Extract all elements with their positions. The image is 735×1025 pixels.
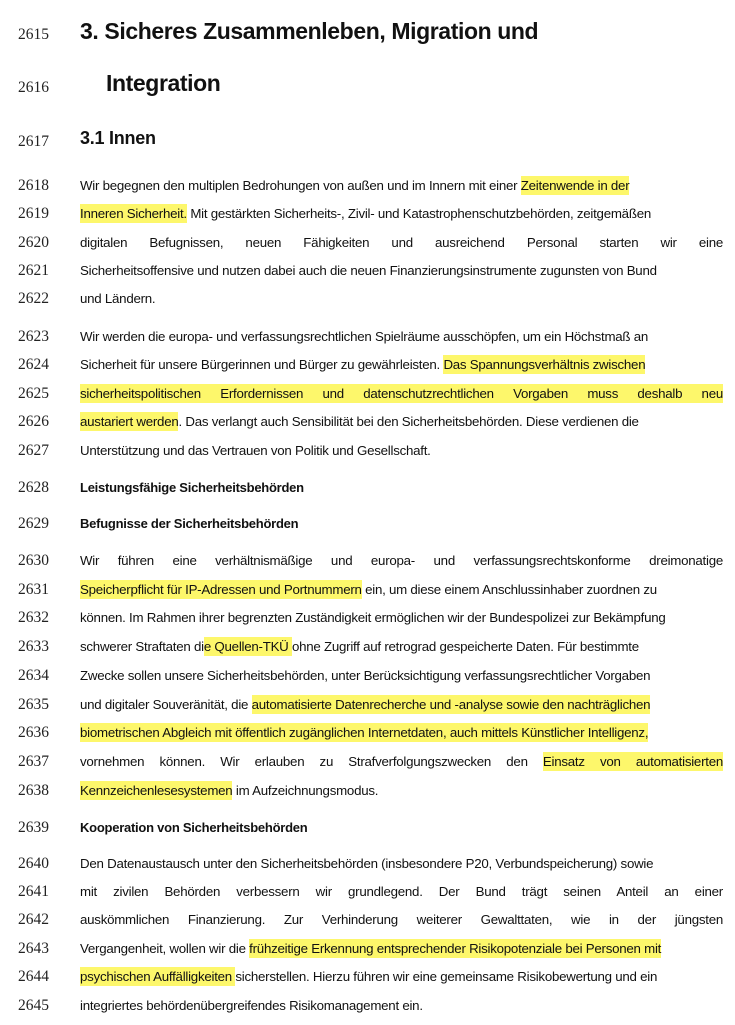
paragraph-line [80, 969, 723, 984]
paragraph-line [80, 754, 723, 769]
line-number: 2627 [18, 442, 49, 459]
line-number: 2642 [18, 911, 49, 928]
section-title-line2: Integration [106, 70, 221, 96]
paragraph-line [80, 291, 723, 306]
paragraph-line [80, 386, 723, 401]
line-number: 2645 [18, 997, 49, 1014]
line-2641 [0, 883, 735, 911]
line-number: 2617 [18, 133, 49, 150]
text-run: Den Datenaustausch unter den Sicherheitsbehörden (insbesondere P20, Verbundspeicherung) sowie [80, 856, 654, 871]
highlighted-text: e Quellen-TKÜ [203, 639, 292, 654]
text-run: . Das verlangt auch Sensibilität bei den Sicherheitsbehörden. Diese verdienen die [178, 414, 639, 429]
line-2631 [0, 581, 735, 609]
line-number: 2629 [18, 515, 49, 532]
paragraph-line [80, 912, 723, 927]
paragraph-line [80, 206, 723, 221]
highlighted-text: frühzeitige Erkennung entsprechender Risikopotenziale bei Personen mit [249, 941, 662, 956]
line-2636 [0, 724, 735, 752]
line-2645 [0, 997, 735, 1025]
text-run: sicherstellen. Hierzu führen wir eine gemeinsame Risikobewertung und ein [235, 969, 658, 984]
line-number: 2636 [18, 724, 49, 741]
line-number: 2621 [18, 262, 49, 279]
line-2619 [0, 205, 735, 233]
highlighted-text: psychischen Auffälligkeiten [80, 969, 236, 984]
section-title-line1: Sicheres Zusammenleben, Migration und [104, 18, 539, 44]
paragraph-line [80, 639, 723, 654]
line-2635 [0, 696, 735, 724]
highlighted-text: Das Spannungsverhältnis zwischen [443, 357, 646, 372]
paragraph-line [80, 553, 723, 568]
line-number: 2632 [18, 609, 49, 626]
subsection-label: Kooperation von Sicherheitsbehörden [80, 820, 308, 835]
line-2630 [0, 552, 735, 580]
line-2639 [0, 819, 735, 847]
text-run: digitalen Befugnissen, neuen Fähigkeiten und ausreichend Personal starten wir eine [80, 235, 723, 250]
line-2617 [0, 128, 735, 156]
line-2640 [0, 855, 735, 883]
line-2628 [0, 479, 735, 507]
line-number: 2638 [18, 782, 49, 799]
text-run: und digitaler Souveränität, die [80, 697, 252, 712]
line-2620 [0, 234, 735, 262]
text-run: integriertes behördenübergreifendes Risikomanagement ein. [80, 998, 423, 1013]
line-2623 [0, 328, 735, 356]
line-2615 [0, 18, 735, 52]
paragraph-line [80, 856, 723, 871]
highlighted-text: Einsatz von automatisierten [542, 754, 723, 769]
section-number: 3. [80, 18, 99, 44]
highlighted-text: Inneren Sicherheit. [80, 206, 187, 221]
line-2625 [0, 385, 735, 413]
line-number: 2625 [18, 385, 49, 402]
text-run: Wir werden die europa- und verfassungsrechtlichen Spielräume ausschöpfen, um ein Höchstmaß an [80, 329, 649, 344]
line-number: 2641 [18, 883, 49, 900]
text-run: schwerer Straftaten di [80, 639, 204, 654]
subsection-label: Leistungsfähige Sicherheitsbehörden [80, 480, 304, 495]
line-2626 [0, 413, 735, 441]
line-2643 [0, 940, 735, 968]
text-run: Vergangenheit, wollen wir die [80, 941, 250, 956]
paragraph-line [80, 235, 723, 250]
paragraph-line [80, 941, 723, 956]
line-2642 [0, 911, 735, 939]
highlighted-text: Kennzeichenlesesystemen [80, 783, 233, 798]
line-number: 2626 [18, 413, 49, 430]
line-2637 [0, 753, 735, 781]
text-run: können. Im Rahmen ihrer begrenzten Zuständigkeit ermöglichen wir der Bundespolizei zur Bekämpfung [80, 610, 666, 625]
line-2621 [0, 262, 735, 290]
paragraph-line [80, 610, 723, 625]
line-number: 2624 [18, 356, 49, 373]
line-number: 2637 [18, 753, 49, 770]
line-number: 2628 [18, 479, 49, 496]
paragraph-line [80, 357, 723, 372]
highlighted-text: sicherheitspolitischen Erfordernissen und datenschutzrechtlichen Vorgaben muss deshalb neu [80, 386, 723, 401]
paragraph-line [80, 783, 723, 798]
highlighted-text: Zeitenwende in der [520, 178, 630, 193]
text-run: Wir begegnen den multiplen Bedrohungen von außen und im Innern mit einer [80, 178, 521, 193]
text-run: Mit gestärkten Sicherheits-, Zivil- und Katastrophenschutzbehörden, zeitgemäßen [186, 206, 651, 221]
text-run: Sicherheit für unsere Bürgerinnen und Bürger zu gewährleisten. [80, 357, 444, 372]
section-heading [80, 18, 723, 45]
line-number: 2623 [18, 328, 49, 345]
line-2633 [0, 638, 735, 666]
line-number: 2615 [18, 26, 49, 43]
paragraph-line [80, 668, 723, 683]
highlighted-text: automatisierte Datenrecherche und -analyse sowie den nachträglichen [251, 697, 651, 712]
line-number: 2644 [18, 968, 49, 985]
paragraph-line [80, 725, 723, 740]
line-number: 2631 [18, 581, 49, 598]
line-2634 [0, 667, 735, 695]
line-2632 [0, 609, 735, 637]
text-run: auskömmlichen Finanzierung. Zur Verhinderung weiterer Gewalttaten, wie in der jüngsten [80, 912, 723, 927]
paragraph-line [80, 263, 723, 278]
text-run: mit zivilen Behörden verbessern wir grundlegend. Der Bund trägt seinen Anteil an einer [80, 884, 723, 899]
line-number: 2619 [18, 205, 49, 222]
paragraph-line [80, 697, 723, 712]
line-number: 2618 [18, 177, 49, 194]
line-number: 2634 [18, 667, 49, 684]
line-2622 [0, 290, 735, 318]
line-2624 [0, 356, 735, 384]
line-number: 2620 [18, 234, 49, 251]
line-number: 2640 [18, 855, 49, 872]
subsection-heading: 3.1 Innen [80, 128, 156, 148]
line-2644 [0, 968, 735, 996]
line-2627 [0, 442, 735, 470]
paragraph-line [80, 443, 723, 458]
paragraph-line [80, 582, 723, 597]
paragraph-line [80, 414, 723, 429]
text-run: Sicherheitsoffensive und nutzen dabei auch die neuen Finanzierungsinstrumente zugunsten von Bund [80, 263, 657, 278]
line-number: 2622 [18, 290, 49, 307]
text-run: Zwecke sollen unsere Sicherheitsbehörden, unter Berücksichtigung verfassungsrechtlicher Vorgaben [80, 668, 651, 683]
text-run: im Aufzeichnungsmodus. [232, 783, 379, 798]
text-run: Wir führen eine verhältnismäßige und europa- und verfassungsrechtskonforme dreimonatige [80, 553, 723, 568]
line-2618 [0, 177, 735, 205]
highlighted-text: biometrischen Abgleich mit öffentlich zugänglichen Internetdaten, auch mittels Künstlicher Intelligenz, [80, 725, 649, 740]
subsection-label: Befugnisse der Sicherheitsbehörden [80, 516, 299, 531]
line-2629 [0, 515, 735, 543]
line-number: 2633 [18, 638, 49, 655]
highlighted-text: austariert werden [80, 414, 179, 429]
line-number: 2639 [18, 819, 49, 836]
paragraph-line [80, 884, 723, 899]
line-number: 2630 [18, 552, 49, 569]
text-run: Unterstützung und das Vertrauen von Politik und Gesellschaft. [80, 443, 431, 458]
text-run: ein, um diese einem Anschlussinhaber zuordnen zu [361, 582, 657, 597]
line-2638 [0, 782, 735, 810]
text-run: und Ländern. [80, 291, 156, 306]
paragraph-line [80, 178, 723, 193]
paragraph-line [80, 329, 723, 344]
text-run: ohne Zugriff auf retrograd gespeicherte Daten. Für bestimmte [291, 639, 639, 654]
highlighted-text: Speicherpflicht für IP-Adressen und Portnummern [80, 582, 362, 597]
line-2616 [0, 70, 735, 104]
line-number: 2643 [18, 940, 49, 957]
paragraph-line [80, 998, 723, 1013]
text-run: vornehmen können. Wir erlauben zu Strafverfolgungszwecken den [80, 754, 543, 769]
line-number: 2616 [18, 79, 49, 96]
line-number: 2635 [18, 696, 49, 713]
